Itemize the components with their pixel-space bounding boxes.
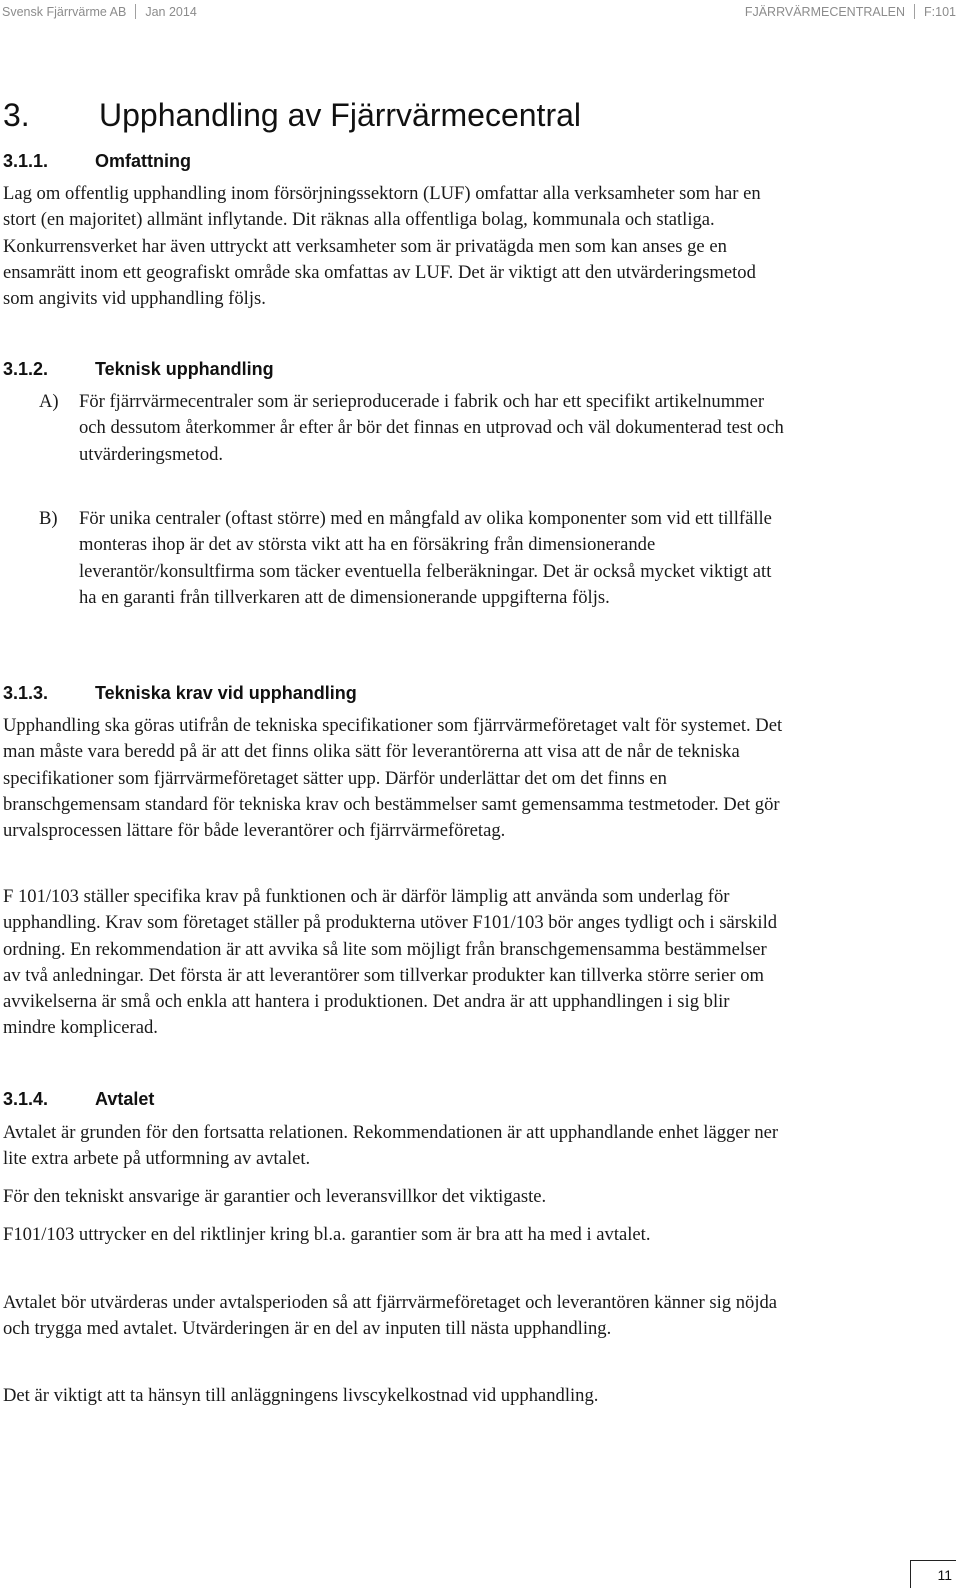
chapter-heading xyxy=(3,97,581,134)
list-item-text: För unika centraler (oftast större) med en mångfald av olika komponenter som vid ett tillfälle monteras ihop är det av största vikt att ha en försäkring från dimensionerande leverantör/konsultfirma som täcker eventuella felberäkningar. Det är också mycket viktigt att ha en garanti från tillverkaren att de dimensionerande uppgifterna följs. xyxy=(79,508,772,608)
paragraph: Lag om offentlig upphandling inom försörjningssektorn (LUF) omfattar alla verksamheter som har en stort (en majoritet) allmänt inflytande. Dit räknas alla offentliga bolag, kommunala och statliga. Konkurrensverket har även uttryckt att verksamheter som är privatägda men som kan anses ge en ensamrätt inom ett geografiskt område ska omfattas av LUF. Det är viktigt att den utvärderingsmetod som angivits vid upphandling följs. xyxy=(3,183,761,310)
list-item-text: För fjärrvärmecentraler som är serieproducerade i fabrik och har ett specifikt artikelnummer och dessutom återkommer år efter år bör det finnas en utprovad och väl dokumenterad test och utvärderingsmetod. xyxy=(79,391,784,465)
section-number: 3.1.2. xyxy=(3,359,49,379)
header-right xyxy=(745,4,956,19)
paragraph: Upphandling ska göras utifrån de tekniska specifikationer som fjärrvärmeföretaget valt för systemet. Det man måste vara beredd på är att det finns olika sätt för leverantörerna att visa att de når de tekniska specifikationer som fjärrvärmeföretaget sätter upp. Därför underlättar det om det finns en branschgemensam standard för tekniska krav och bestämmelser samt gemensamma testmetoder. Det gör urvalsprocessen lättare för både leverantörer och fjärrvärmeföretag. xyxy=(3,715,783,842)
header-date: Jan 2014 xyxy=(145,4,197,19)
section-heading-3-1-4 xyxy=(3,1089,154,1110)
list-item xyxy=(39,389,789,468)
section-heading-3-1-2 xyxy=(3,359,274,380)
header-company: Svensk Fjärrvärme AB xyxy=(2,4,127,19)
list-item xyxy=(39,506,789,611)
list-marker: A) xyxy=(39,391,59,412)
chapter-title: Upphandling av Fjärrvärmecentral xyxy=(99,97,581,133)
paragraph: Det är viktigt att ta hänsyn till anläggningens livscykelkostnad vid upphandling. xyxy=(3,1385,599,1406)
section-title: Avtalet xyxy=(95,1089,155,1109)
section-title: Omfattning xyxy=(95,151,191,171)
paragraph: Avtalet är grunden för den fortsatta relationen. Rekommendationen är att upphandlande enhet lägger ner lite extra arbete på utformning av avtalet. xyxy=(3,1122,779,1170)
section-number: 3.1.1. xyxy=(3,151,49,171)
paragraph: Avtalet bör utvärderas under avtalsperioden så att fjärrvärmeföretaget och leverantören känner sig nöjda och trygga med avtalet. Utvärderingen är en del av inputen till nästa upphandling. xyxy=(3,1292,778,1340)
page-header xyxy=(0,0,960,22)
section-number: 3.1.4. xyxy=(3,1089,49,1109)
section-title: Teknisk upphandling xyxy=(95,359,274,379)
paragraph: F101/103 uttrycker en del riktlinjer kring bl.a. garantier som är bra att ha med i avtalet. xyxy=(3,1224,651,1245)
chapter-number: 3. xyxy=(3,97,30,133)
list-marker: B) xyxy=(39,508,58,529)
section-number: 3.1.3. xyxy=(3,683,49,703)
header-separator xyxy=(914,4,915,19)
header-doc-title: FJÄRRVÄRMECENTRALEN xyxy=(744,4,906,19)
header-separator xyxy=(135,4,136,19)
paragraph: För den tekniskt ansvarige är garantier och leveransvillkor det viktigaste. xyxy=(3,1186,547,1207)
header-left xyxy=(2,4,197,19)
section-heading-3-1-1 xyxy=(3,151,191,172)
section-title: Tekniska krav vid upphandling xyxy=(95,683,357,703)
header-doc-code: F:101 xyxy=(924,4,956,19)
paragraph: F 101/103 ställer specifika krav på funktionen och är därför lämplig att använda som underlag för upphandling. Krav som företaget ställer på produkterna utöver F101/103 bör anges tydligt och i särskild ordning. En rekommendation är att avvika så lite som möjligt från branschgemensamma bestämmelser av två anledningar. Det första är att leverantörer som tillverkar produkter kan tillverka större serier om avvikelserna är små och enkla att hantera i produktionen. Det andra är att upphandlingen i sig blir mindre komplicerad. xyxy=(3,886,778,1039)
section-heading-3-1-3 xyxy=(3,683,357,704)
page-number-box xyxy=(910,1560,956,1588)
page-number: 11 xyxy=(937,1567,952,1583)
